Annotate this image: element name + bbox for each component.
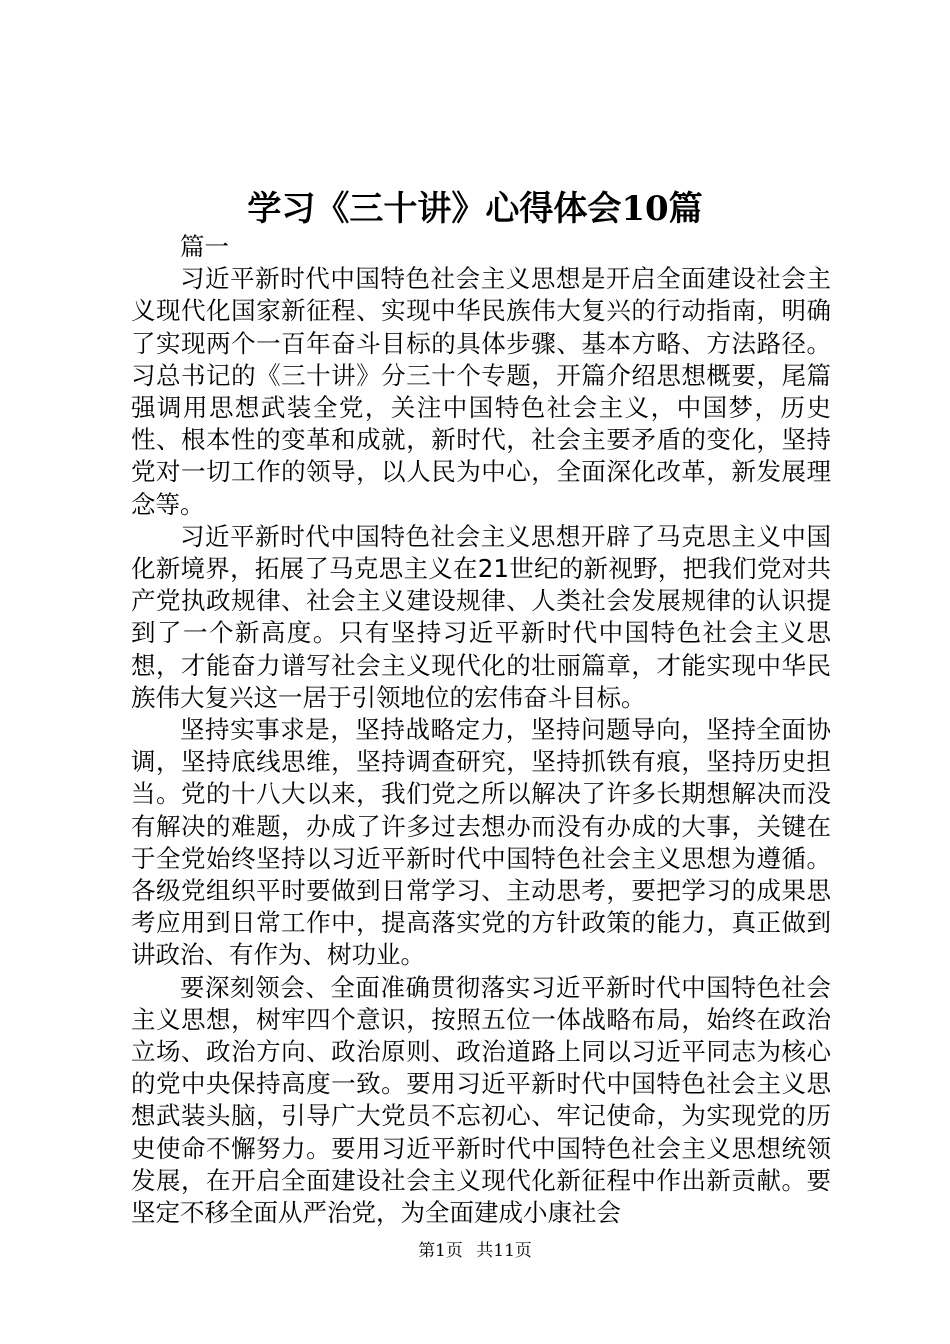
document-body xyxy=(131,231,831,1229)
paragraph: 坚持实事求是，坚持战略定力，坚持问题导向，坚持全面协调，坚持底线思维，坚持调查研究，坚持抓铁有痕，坚持历史担当。党的十八大以来，我们党之所以解决了许多长期想解决而没有解决的难题，办成了许多过去想办而没有办成的大事，关键在于全党始终坚持以习近平新时代中国特色社会主义思想为遵循。各级党组织平时要做到日常学习、主动思考，要把学习的成果思考应用到日常工作中，提高落实党的方针政策的能力，真正做到讲政治、有作为、树功业。 xyxy=(131,715,831,970)
page-number: 第1页 xyxy=(418,1241,463,1261)
paragraph: 习近平新时代中国特色社会主义思想是开启全面建设社会主义现代化国家新征程、实现中华民族伟大复兴的行动指南，明确了实现两个一百年奋斗目标的具体步骤、基本方略、方法路径。习总书记的《三十讲》分三十个专题，开篇介绍思想概要，尾篇强调用思想武装全党，关注中国特色社会主义，中国梦，历史性、根本性的变革和成就，新时代，社会主要矛盾的变化，坚持党对一切工作的领导，以人民为中心，全面深化改革，新发展理念等。 xyxy=(131,264,831,519)
paragraph: 要深刻领会、全面准确贯彻落实习近平新时代中国特色社会主义思想，树牢四个意识，按照五位一体战略布局，始终在政治立场、政治方向、政治原则、政治道路上同以习近平同志为核心的党中央保持高度一致。要用习近平新时代中国特色社会主义思想武装头脑，引导广大党员不忘初心、牢记使命，为实现党的历史使命不懈努力。要用习近平新时代中国特色社会主义思想统领发展，在开启全面建设社会主义现代化新征程中作出新贡献。要坚定不移全面从严治党，为全面建成小康社会 xyxy=(131,972,831,1228)
document-title: 学习《三十讲》心得体会10篇 xyxy=(247,189,703,229)
page-total: 共11页 xyxy=(476,1241,532,1261)
paragraph: 习近平新时代中国特色社会主义思想开辟了马克思主义中国化新境界，拓展了马克思主义在21世纪的新视野，把我们党对共产党执政规律、社会主义建设规律、人类社会发展规律的认识提到了一个新高度。只有坚持习近平新时代中国特色社会主义思想，才能奋力谱写社会主义现代化的壮丽篇章，才能实现中华民族伟大复兴这一居于引领地位的宏伟奋斗目标。 xyxy=(131,521,831,712)
page-footer xyxy=(0,1239,950,1263)
section-label: 篇一 xyxy=(180,232,229,261)
